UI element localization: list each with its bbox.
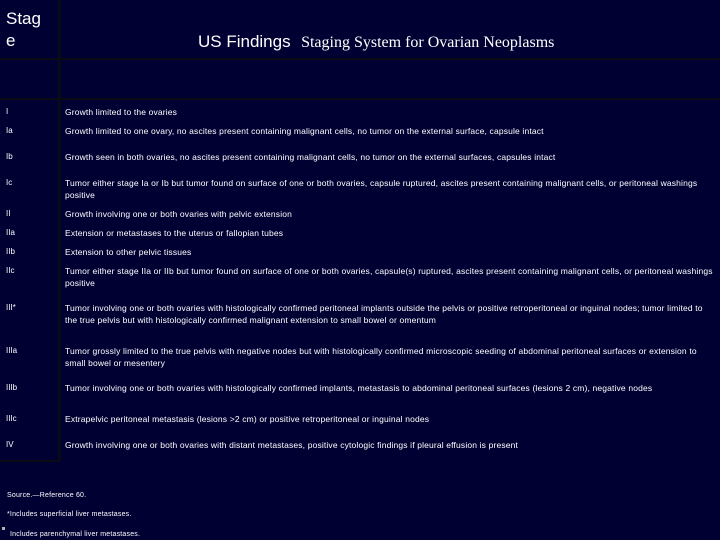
stage-cell: IIc [6,266,15,275]
finding-cell: Extension or metastases to the uterus or fallopian tubes [65,228,284,238]
finding-cell: Extrapelvic peritoneal metastasis (lesions >2 cm) or positive retroperitoneal or inguinal nodes [65,414,430,424]
finding-cell: Tumor involving one or both ovaries with histologically confirmed peritoneal implants outside the pelvis or positive retroperitoneal or inguinal nodes; tumor limited to the true pelvis but with histologically confirmed malignant extension to small bowel or omentum [65,303,703,325]
finding-cell: Tumor either stage IIa or IIb but tumor found on surface of one or both ovaries, capsule(s) ruptured, ascites present containing malignant cells, or peritoneal washings positive [65,266,713,288]
column-divider [58,0,61,460]
findings-column-header: US Findings [198,32,291,51]
stage-cell: IIb [6,247,15,256]
stage-cell: IIIb [6,383,18,392]
staging-system-title: Staging System for Ovarian Neoplasms [301,34,555,51]
footnote-marker [2,527,5,530]
stage-cell: Ia [6,126,13,135]
finding-cell: Tumor grossly limited to the true pelvis with negative nodes but with histologically confirmed microscopic seeding of abdominal peritoneal surfaces or extension to small bowel or mesentery [65,346,697,368]
finding-cell: Growth seen in both ovaries, no ascites present containing malignant cells, no tumor on the external surfaces, capsules intact [65,152,556,162]
footnote-parenchymal: Includes parenchymal liver metastases. [10,531,141,538]
stage-cell: IIIc [6,414,17,423]
stage-cell: IIa [6,228,15,237]
stage-cell: I [6,107,9,116]
table-bottom-divider [0,460,60,462]
stage-cell: Ib [6,152,13,161]
stage-column-header: Stage [6,9,41,50]
stage-cell: IIIa [6,346,18,355]
finding-cell: Extension to other pelvic tissues [65,247,192,257]
stage-cell: III* [6,303,16,312]
finding-cell: Growth involving one or both ovaries with distant metastases, positive cytologic findings if pleural effusion is present [65,440,518,450]
footnote-superficial: *Includes superficial liver metastases. [7,511,132,518]
stage-cell: Ic [6,178,13,187]
finding-cell: Growth limited to one ovary, no ascites present containing malignant cells, no tumor on the external surface, capsule intact [65,126,544,136]
header-divider [0,58,720,60]
stage-cell: IV [6,440,14,449]
finding-cell: Growth involving one or both ovaries with pelvic extension [65,209,292,219]
source-note: Source.—Reference 60. [7,492,87,499]
stage-cell: II [6,209,11,218]
finding-cell: Tumor either stage Ia or Ib but tumor found on surface of one or both ovaries, capsule ruptured, ascites present containing malignant cells, or peritoneal washings positive [65,178,698,200]
page-title [198,32,554,52]
table-top-divider [0,98,720,100]
finding-cell: Growth limited to the ovaries [65,107,178,117]
finding-cell: Tumor involving one or both ovaries with histologically confirmed implants, metastasis to abdominal peritoneal surfaces (lesions 2 cm), negative nodes [65,383,653,393]
